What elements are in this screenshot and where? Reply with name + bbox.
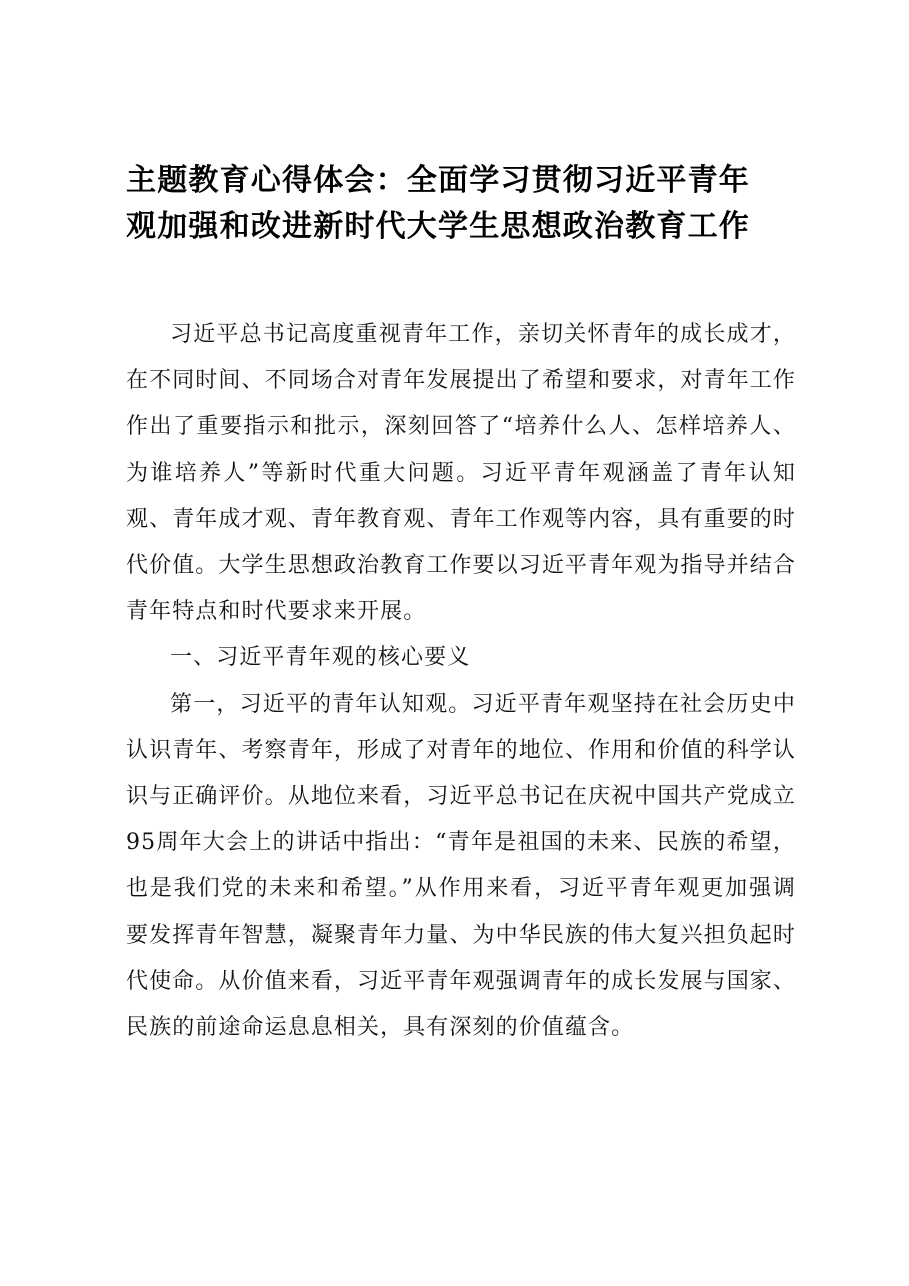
body-paragraph: 第一，习近平的青年认知观。习近平青年观坚持在社会历史中认识青年、考察青年，形成了对青年的地位、作用和价值的科学认识与正确评价。从地位来看，习近平总书记在庆祝中国共产党成立95周年大会上的讲话中指出：“青年是祖国的未来、民族的希望，也是我们党的未来和希望。”从作用来看，习近平青年观更加强调要发挥青年智慧，凝聚青年力量、为中华民族的伟大复兴担负起时代使命。从价值来看，习近平青年观强调青年的成长发展与国家、民族的前途命运息息相关，具有深刻的价值蕴含。	[126, 691, 796, 1041]
section-heading: 一、习近平青年观的核心要义	[170, 645, 471, 671]
title-line-2: 观加强和改进新时代大学生思想政治教育工作	[126, 209, 750, 244]
title-line-1: 主题教育心得体会：全面学习贯彻习近平青年	[126, 163, 750, 198]
document-body	[126, 312, 796, 1051]
document-title	[126, 158, 806, 250]
intro-paragraph: 习近平总书记高度重视青年工作，亲切关怀青年的成长成才，在不同时间、不同场合对青年发展提出了希望和要求，对青年工作作出了重要指示和批示，深刻回答了“培养什么人、怎样培养人、为谁培养人”等新时代重大问题。习近平青年观涵盖了青年认知观、青年成才观、青年教育观、青年工作观等内容，具有重要的时代价值。大学生思想政治教育工作要以习近平青年观为指导并结合青年特点和时代要求来开展。	[126, 322, 796, 625]
